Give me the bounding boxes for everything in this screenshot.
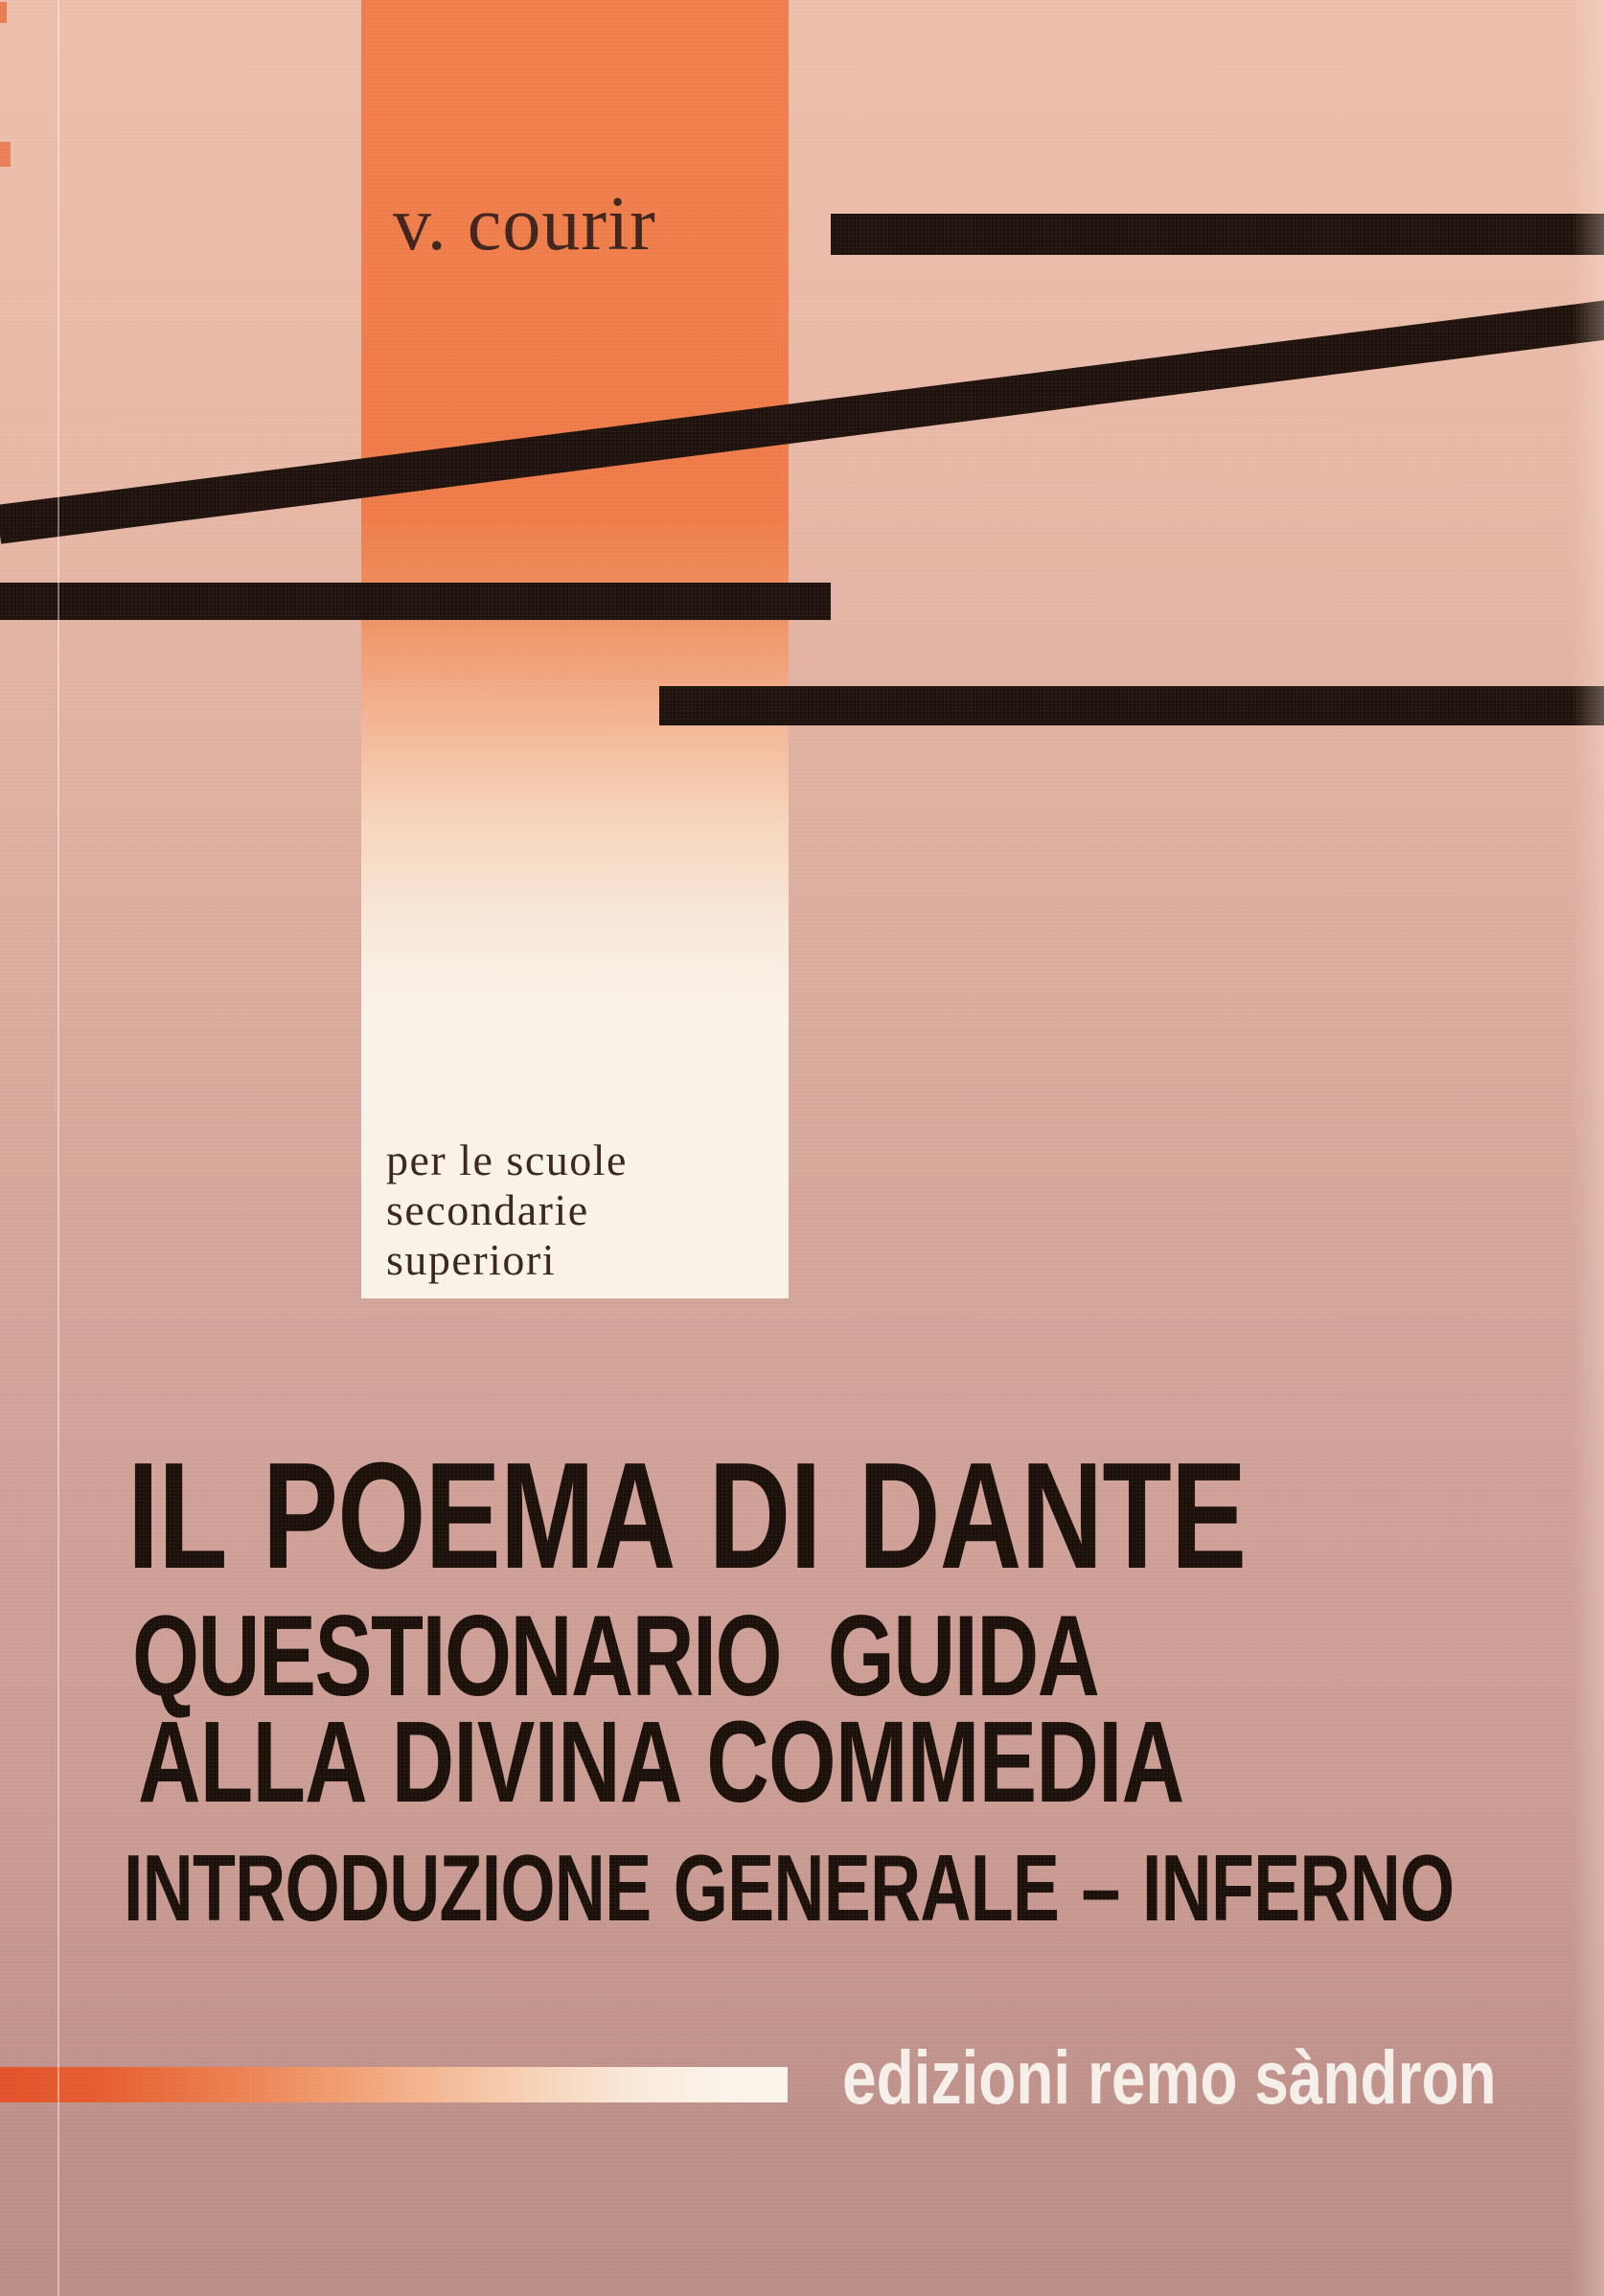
design-bar-middle-left [0,583,831,620]
design-bar-middle-right [659,686,1604,725]
page-edge-fleck [0,142,11,167]
page-edge-highlight [1571,0,1604,2296]
audience-line-2: secondarie [386,1185,589,1234]
audience-line-1: per le scuole [386,1136,628,1184]
design-bar-diagonal [0,300,1604,543]
subtitle-line-1: QUESTIONARIO GUIDA [132,1592,1099,1720]
publisher-gradient-bar [0,2067,788,2102]
author-name: v. courir [393,182,656,266]
publisher-name: edizioni remo sàndron [842,2034,1497,2120]
book-title: IL POEMA DI DANTE [127,1432,1247,1600]
audience-line-3: superiori [386,1235,557,1284]
design-bar-top-right [831,214,1604,255]
page-edge-fleck [0,2,7,23]
audience-text [386,1136,628,1285]
cover-crease-line [57,0,59,2296]
subtitle-line-2: ALLA DIVINA COMMEDIA [138,1696,1184,1826]
series-line: INTRODUZIONE GENERALE – INFERNO [124,1835,1455,1940]
